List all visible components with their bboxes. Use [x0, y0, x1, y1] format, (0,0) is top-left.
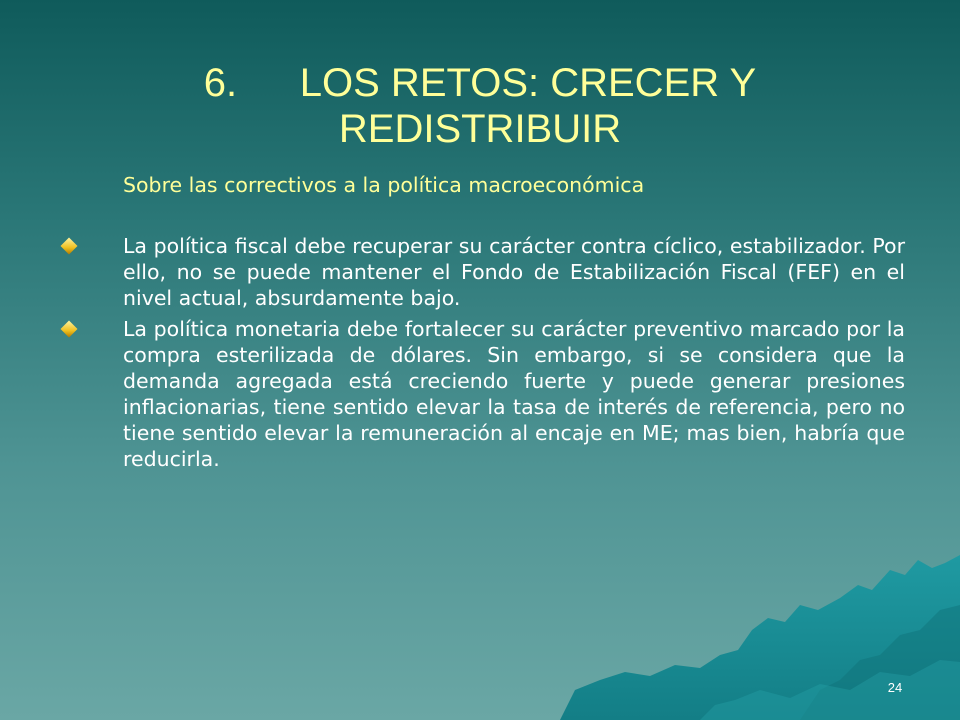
slide-title — [0, 60, 960, 152]
diamond-bullet-icon — [61, 238, 78, 255]
slide-subtitle: Sobre las correctivos a la política macroeconómica — [123, 173, 645, 197]
bullet-text: La política fiscal debe recuperar su carácter contra cíclico, estabilizador. Por ello, no se puede mantener el Fondo de Estabilización Fiscal (FEF) en el nivel actual, absurdamente bajo. — [123, 234, 905, 310]
diamond-bullet-icon — [61, 321, 78, 338]
title-line-1: LOS RETOS: CRECER Y — [299, 61, 757, 105]
bullet-text: La política monetaria debe fortalecer su carácter preventivo marcado por la compra esterilizada de dólares. Sin embargo, si se considera que la demanda agregada está creciendo fuerte y puede generar presiones inflacionarias, tiene sentido elevar la tasa de interés de referencia, pero no tiene sentido elevar la remuneración al encaje en ME; mas bien, habría que reducirla. — [123, 317, 905, 471]
bullet-item — [55, 316, 905, 472]
bullet-list — [55, 233, 905, 477]
title-line-2: REDISTRIBUIR — [338, 107, 622, 151]
page-number: 24 — [887, 680, 903, 695]
bullet-item — [55, 233, 905, 311]
title-number: 6. — [203, 61, 238, 105]
